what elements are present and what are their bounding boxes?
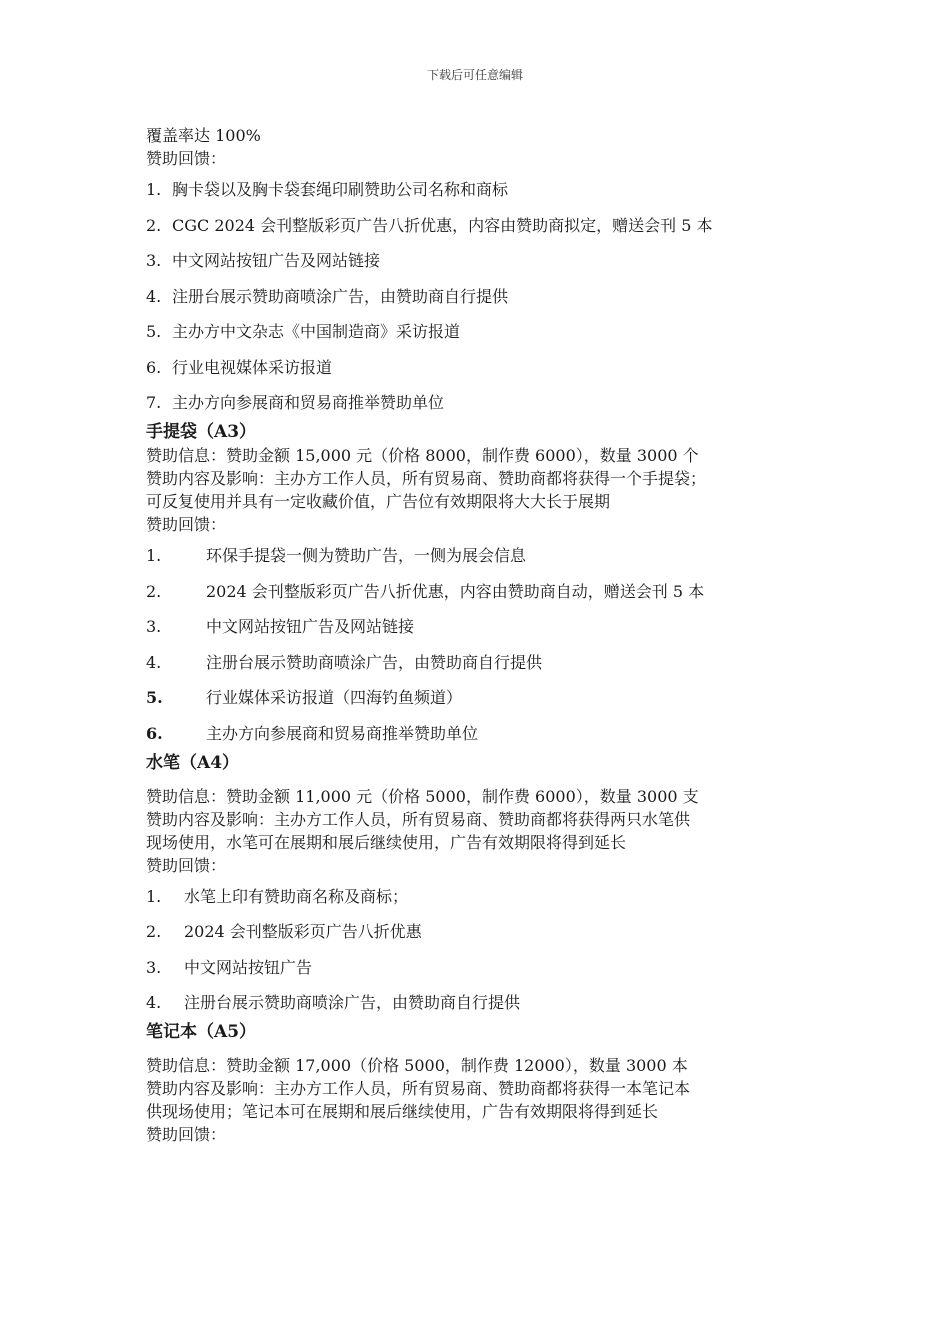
list-item bbox=[146, 722, 826, 748]
list-item bbox=[146, 178, 826, 214]
list-item bbox=[146, 651, 826, 687]
list-item bbox=[146, 885, 826, 921]
list-number: 7. bbox=[146, 393, 162, 412]
sponsor-info-a3: 赞助信息：赞助金额 15,000 元（价格 8000，制作费 6000），数量 3000 个 bbox=[146, 446, 699, 465]
list-item bbox=[146, 356, 826, 392]
sponsor-info-a5: 赞助信息：赞助金额 17,000（价格 5000，制作费 12000），数量 3000 本 bbox=[146, 1056, 688, 1075]
coverage-text: 覆盖率达 100% bbox=[146, 126, 261, 145]
list-item bbox=[146, 920, 826, 956]
list-text: 胸卡袋以及胸卡袋套绳印刷赞助公司名称和商标 bbox=[172, 180, 509, 199]
list-number: 2. bbox=[146, 922, 162, 941]
list-item bbox=[146, 320, 826, 356]
list-number: 6. bbox=[146, 723, 163, 743]
list-text: 环保手提袋一侧为赞助广告，一侧为展会信息 bbox=[206, 546, 527, 565]
section-title-a4: 水笔（A4） bbox=[146, 752, 240, 773]
list-text: 行业媒体采访报道（四海钓鱼频道） bbox=[206, 688, 463, 707]
impact-a4-line1: 赞助内容及影响：主办方工作人员，所有贸易商、赞助商都将获得两只水笔供 bbox=[146, 809, 691, 829]
list-number: 2. bbox=[146, 581, 162, 601]
list-number: 3. bbox=[146, 251, 162, 270]
list-text: 水笔上印有赞助商名称及商标； bbox=[184, 886, 409, 906]
impact-a5-line1: 赞助内容及影响：主办方工作人员，所有贸易商、赞助商都将获得一本笔记本 bbox=[146, 1079, 691, 1098]
list-item bbox=[146, 249, 826, 285]
feedback-list-a4 bbox=[146, 885, 826, 1018]
feedback-label-a3: 赞助回馈： bbox=[146, 515, 227, 534]
list-text: 2024 会刊整版彩页广告八折优惠，内容由赞助商自动，赠送会刊 5 本 bbox=[206, 581, 705, 601]
list-number: 5. bbox=[146, 322, 162, 341]
impact-a3-line1: 赞助内容及影响：主办方工作人员，所有贸易商、赞助商都将获得一个手提袋； bbox=[146, 469, 707, 488]
section-title-a3: 手提袋（A3） bbox=[146, 422, 257, 442]
list-text: 主办方中文杂志《中国制造商》采访报道 bbox=[172, 322, 461, 341]
list-text: 主办方向参展商和贸易商推举赞助单位 bbox=[172, 393, 445, 412]
list-item bbox=[146, 580, 826, 616]
list-text: 行业电视媒体采访报道 bbox=[172, 357, 333, 377]
list-item bbox=[146, 544, 826, 580]
feedback-label: 赞助回馈： bbox=[146, 149, 227, 168]
feedback-list-a3 bbox=[146, 544, 826, 748]
list-text: 注册台展示赞助商喷涂广告，由赞助商自行提供 bbox=[172, 286, 509, 306]
list-number: 5. bbox=[146, 688, 163, 707]
impact-a4-line2: 现场使用，水笔可在展期和展后继续使用，广告有效期限将得到延长 bbox=[146, 832, 627, 852]
list-item bbox=[146, 391, 826, 417]
list-text: 中文网站按钮广告 bbox=[184, 957, 313, 977]
list-text: CGC 2024 会刊整版彩页广告八折优惠，内容由赞助商拟定，赠送会刊 5 本 bbox=[172, 215, 713, 235]
list-text: 中文网站按钮广告及网站链接 bbox=[172, 251, 381, 270]
list-item bbox=[146, 956, 826, 992]
impact-a3-line2: 可反复使用并具有一定收藏价值，广告位有效期限将大大长于展期 bbox=[146, 492, 611, 511]
list-number: 3. bbox=[146, 957, 162, 977]
list-text: 2024 会刊整版彩页广告八折优惠 bbox=[184, 922, 422, 941]
feedback-list-a bbox=[146, 178, 826, 417]
list-text: 主办方向参展商和贸易商推举赞助单位 bbox=[206, 723, 479, 743]
list-number: 3. bbox=[146, 617, 162, 636]
list-number: 2. bbox=[146, 215, 162, 235]
list-number: 4. bbox=[146, 286, 162, 306]
list-number: 6. bbox=[146, 357, 162, 377]
list-item bbox=[146, 991, 826, 1017]
list-number: 4. bbox=[146, 652, 162, 672]
section-title-a5: 笔记本（A5） bbox=[146, 1022, 257, 1042]
list-item bbox=[146, 214, 826, 250]
list-text: 注册台展示赞助商喷涂广告，由赞助商自行提供 bbox=[184, 993, 521, 1012]
list-number: 1. bbox=[146, 546, 162, 565]
document-body bbox=[146, 124, 826, 1146]
list-item bbox=[146, 285, 826, 321]
feedback-label-a5: 赞助回馈： bbox=[146, 1125, 227, 1144]
list-number: 4. bbox=[146, 993, 162, 1012]
impact-a5-line2: 供现场使用；笔记本可在展期和展后继续使用，广告有效期限将得到延长 bbox=[146, 1102, 659, 1121]
page-header: 下载后可任意编辑 bbox=[426, 68, 523, 82]
list-text: 注册台展示赞助商喷涂广告，由赞助商自行提供 bbox=[206, 652, 543, 672]
list-number: 1. bbox=[146, 886, 162, 906]
list-item bbox=[146, 686, 826, 722]
list-text: 中文网站按钮广告及网站链接 bbox=[206, 617, 415, 636]
list-item bbox=[146, 615, 826, 651]
feedback-label-a4: 赞助回馈： bbox=[146, 855, 227, 875]
list-number: 1. bbox=[146, 180, 162, 199]
sponsor-info-a4: 赞助信息：赞助金额 11,000 元（价格 5000，制作费 6000），数量 3000 支 bbox=[146, 786, 699, 806]
